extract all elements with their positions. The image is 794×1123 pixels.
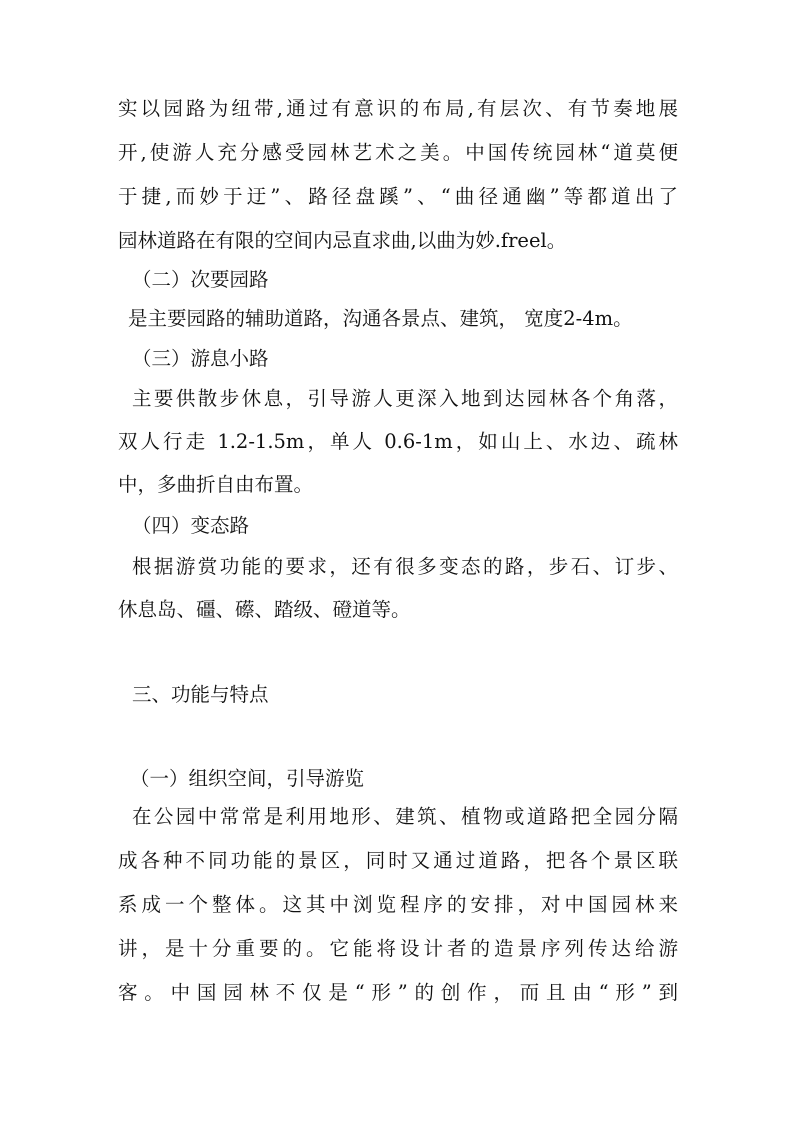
paragraph-line: 主要供散步休息，引导游人更深入地到达园林各个角落，: [132, 387, 678, 410]
section-subheading: （一）组织空间，引导游览: [130, 767, 365, 790]
paragraph-line: 客。中国园林不仅是“形”的创作，而且由“形”到: [118, 981, 678, 1004]
section-heading: 三、功能与特点: [132, 683, 269, 706]
paragraph-line: 休息岛、礓、礤、踏级、磴道等。: [118, 598, 411, 621]
paragraph-line: 中，多曲折自由布置。: [118, 473, 314, 496]
section-subheading: （三）游息小路: [132, 347, 269, 370]
paragraph-line: 系成一个整体。这其中浏览程序的安排，对中国园林来: [118, 893, 678, 916]
paragraph-line: 是主要园路的辅助道路，沟通各景点、建筑， 宽度2-4m。: [128, 307, 633, 330]
paragraph-line: 开,使游人充分感受园林艺术之美。中国传统园林“道莫便: [118, 141, 678, 164]
paragraph-line: 实以园路为纽带,通过有意识的布局,有层次、有节奏地展: [118, 97, 678, 120]
paragraph-line: 讲，是十分重要的。它能将设计者的造景序列传达给游: [118, 937, 678, 960]
paragraph-line: 根据游赏功能的要求，还有很多变态的路，步石、订步、: [132, 555, 678, 578]
paragraph-line: 成各种不同功能的景区，同时又通过道路，把各个景区联: [118, 849, 678, 872]
paragraph-line: 园林道路在有限的空间内忌直求曲,以曲为妙.freel。: [118, 229, 567, 252]
paragraph-line: 在公园中常常是利用地形、建筑、植物或道路把全园分隔: [132, 805, 678, 828]
paragraph-line: 于捷,而妙于迂”、路径盘蹊”、“曲径通幽”等都道出了: [118, 185, 678, 208]
section-subheading: （四）变态路: [132, 514, 250, 537]
paragraph-line: 双人行走 1.2-1.5m，单人 0.6-1m，如山上、水边、疏林: [118, 430, 678, 453]
section-subheading: （二）次要园路: [132, 268, 269, 291]
